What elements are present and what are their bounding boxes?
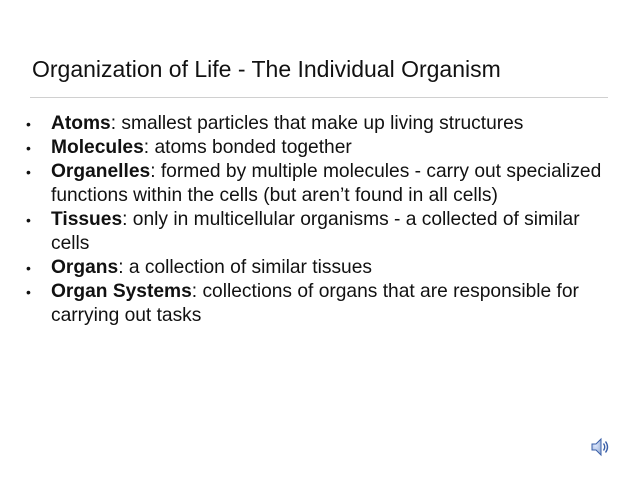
term-label: Organs <box>51 257 119 278</box>
bullet-icon: • <box>26 260 31 276</box>
list-item <box>24 256 614 280</box>
bullet-icon: • <box>26 284 31 300</box>
bullet-icon: • <box>26 164 31 180</box>
list-item <box>24 112 614 136</box>
term-description: : collections of organs that are responsible for carrying out tasks <box>51 281 579 326</box>
term-label: Organelles <box>51 161 151 182</box>
term-label: Tissues <box>51 209 123 230</box>
speaker-icon[interactable] <box>589 436 611 458</box>
term-label: Atoms <box>51 113 111 134</box>
bullet-list <box>24 112 614 328</box>
term-description: : a collection of similar tissues <box>118 257 372 278</box>
list-item <box>24 280 614 328</box>
bullet-icon: • <box>26 116 31 132</box>
term-description: : smallest particles that make up living structures <box>110 113 524 134</box>
list-item <box>24 160 614 208</box>
term-description: : atoms bonded together <box>143 137 352 158</box>
list-item <box>24 208 614 256</box>
term-description: : formed by multiple molecules - carry out specialized functions within the cells (but aren’t found in all cells) <box>51 161 602 206</box>
term-label: Molecules <box>51 137 144 158</box>
term-label: Organ Systems <box>51 281 192 302</box>
title-divider <box>30 97 608 98</box>
list-item <box>24 136 614 160</box>
bullet-icon: • <box>26 140 31 156</box>
term-description: : only in multicellular organisms - a collected of similar cells <box>51 209 580 254</box>
bullet-icon: • <box>26 212 31 228</box>
slide-title: Organization of Life - The Individual Organism <box>32 56 501 82</box>
